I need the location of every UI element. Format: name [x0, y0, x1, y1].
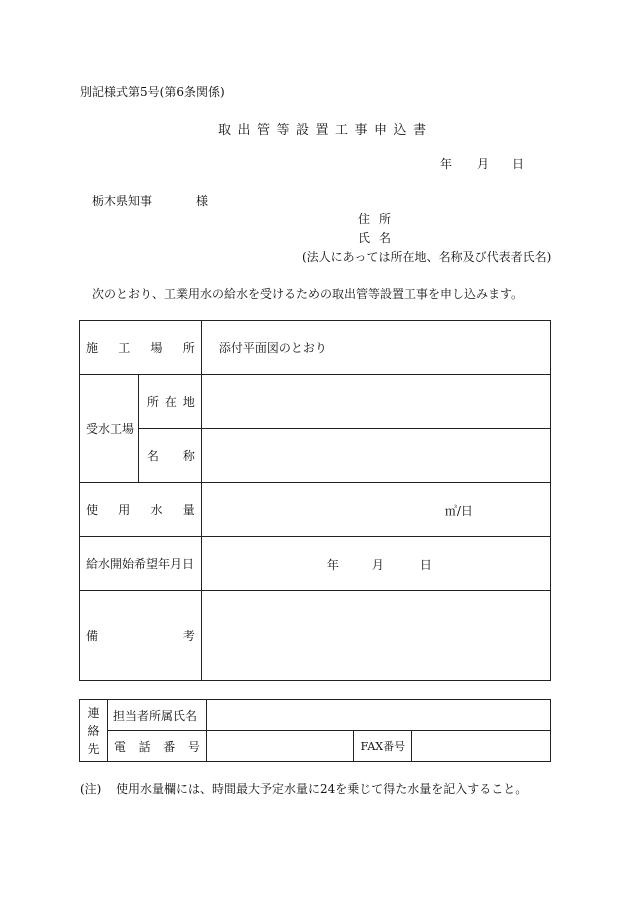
name-label: 名 称 [146, 449, 195, 463]
usage-label-cell [80, 483, 202, 537]
start-year-label: 年 [326, 558, 339, 572]
start-date-label: 給水開始希望年月日 [80, 537, 202, 591]
form-number: 別記様式第5号(第6条関係) [80, 85, 225, 99]
footnote-mark: (注) [80, 782, 102, 796]
phone-label: 電 話 番 号 [113, 739, 200, 754]
remarks-label-cell [80, 591, 202, 681]
document-title: 取出管等設置工事申込書 [218, 123, 433, 138]
date-year-label: 年 [440, 157, 453, 171]
intro-text: 次のとおり、工業用水の給水を受けるための取出管等設置工事を申し込みます。 [92, 287, 524, 301]
phone-label-cell [107, 731, 206, 762]
factory-label: 受水工場 [80, 375, 139, 483]
start-month-label: 月 [371, 558, 384, 572]
phone-field[interactable] [206, 731, 354, 762]
site-label: 施 工 場 所 [86, 341, 195, 355]
addressee-honorific: 様 [196, 194, 209, 208]
name-field[interactable] [201, 429, 550, 483]
application-table [79, 320, 551, 681]
location-label: 所 在 地 [146, 395, 195, 409]
applicant-name-label: 氏名 [358, 231, 401, 245]
date-month-label: 月 [477, 157, 490, 171]
remarks-label: 備 考 [86, 629, 195, 643]
location-field[interactable] [201, 375, 550, 429]
applicant-address-label: 住所 [358, 212, 401, 226]
applicant-note: (法人にあっては所在地、名称及び代表者氏名) [302, 250, 552, 264]
fax-label: FAX番号 [354, 731, 412, 762]
usage-unit: ㎥/日 [444, 504, 473, 518]
person-label: 担当者所属氏名 [107, 700, 206, 731]
usage-field[interactable] [201, 483, 550, 537]
location-label-cell [138, 375, 201, 429]
start-day-label: 日 [419, 558, 432, 572]
fax-field[interactable] [412, 731, 551, 762]
contact-char-2: 絡 [87, 723, 100, 738]
footnote-text: 使用水量欄には、時間最大予定水量に24を乗じて得た水量を記入すること。 [116, 782, 528, 796]
name-label-cell [138, 429, 201, 483]
usage-label: 使 用 水 量 [86, 503, 195, 517]
person-field[interactable] [206, 700, 550, 731]
start-date-field[interactable] [201, 537, 550, 591]
remarks-field[interactable] [201, 591, 550, 681]
date-day-label: 日 [512, 157, 525, 171]
contact-label [80, 700, 108, 762]
site-value: 添付平面図のとおり [201, 321, 550, 375]
contact-char-3: 先 [87, 741, 100, 756]
addressee-governor: 栃木県知事 [92, 194, 153, 208]
site-label-cell [80, 321, 202, 375]
contact-char-1: 連 [87, 705, 100, 720]
contact-table [79, 699, 551, 762]
